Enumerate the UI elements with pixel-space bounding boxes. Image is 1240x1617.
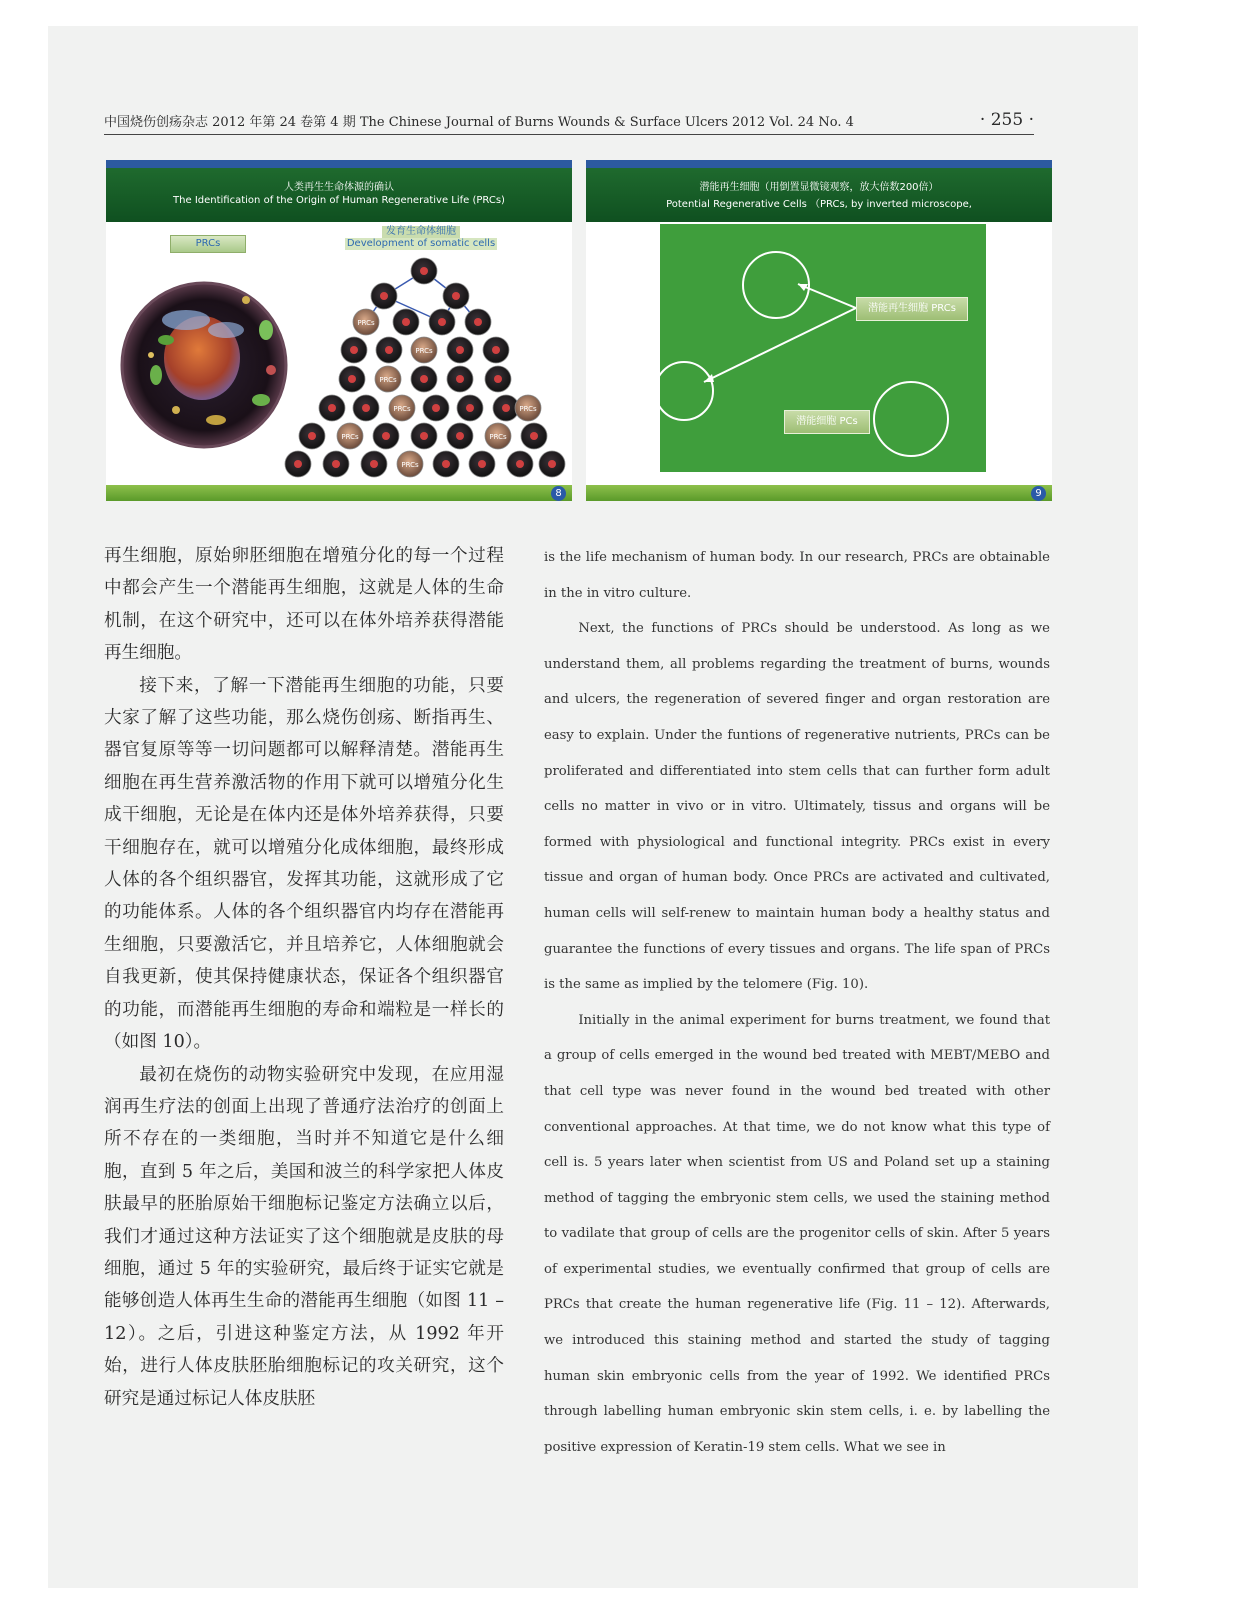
cell-nucleus: [328, 404, 336, 412]
chinese-text-column: [104, 540, 504, 1415]
prc-cell-label: PRCs: [415, 347, 433, 355]
prc-cell-label: PRCs: [519, 405, 537, 413]
microscope-image: [660, 224, 986, 472]
prcs-tag: PRCs: [170, 235, 246, 253]
en-paragraph: is the life mechanism of human body. In our research, PRCs are obtainable in the in vitro culture.: [544, 550, 1050, 601]
english-text-column: [544, 540, 1050, 1465]
slide-title-zh: 人类再生生命体源的确认: [284, 182, 394, 193]
pc-circle: [874, 382, 948, 456]
slide-title-en: The Identification of the Origin of Human Regenerative Life (PRCs): [173, 195, 505, 206]
prc-cell-label: PRCs: [489, 433, 507, 441]
cell-nucleus: [492, 346, 500, 354]
cell-nucleus: [420, 267, 428, 275]
slide-title-zh: 潜能再生细胞（用倒置显微镜观察，放大倍数200倍）: [699, 182, 939, 193]
cell-nucleus: [420, 375, 428, 383]
prc-cell-label: PRCs: [393, 405, 411, 413]
cell-nucleus: [548, 460, 556, 468]
slide-footer-bar: [586, 485, 1052, 501]
cell-diagram: [106, 160, 572, 501]
prc-cell-label: PRCs: [341, 433, 359, 441]
micrograph-annotations: [660, 224, 986, 472]
cell-pyramid: [285, 258, 565, 477]
cell-nucleus: [502, 404, 510, 412]
cell-nucleus: [420, 432, 428, 440]
cell-nucleus: [478, 460, 486, 468]
slide-top-strip: [586, 160, 1052, 168]
cell-nucleus: [370, 460, 378, 468]
cell-nucleus: [452, 292, 460, 300]
development-label-zh: 发育生命体细胞: [382, 226, 460, 238]
pcs-callout: 潜能细胞 PCs: [784, 410, 870, 434]
figure-8-slide: [106, 160, 572, 501]
pointer-arrow: [704, 308, 856, 382]
zh-paragraph: 接下来，了解一下潜能再生细胞的功能，只要大家了解了这些功能，那么烧伤创疡、断指再生、器官复原等等一切问题都可以解释清楚。潜能再生细胞在再生营养激活物的作用下就可以增殖分化生成干细胞，无论是在体内还是体外培养获得，只要干细胞存在，就可以增殖分化成体细胞，最终形成人体的各个组织器官，发挥其功能，这就形成了它的功能体系。人体的各个组织器官内均存在潜能再生细胞，只要激活它，并且培养它，人体细胞就会自我更新，使其保持健康状态，保证各个组织器官的功能，而潜能再生细胞的寿命和端粒是一样长的（如图 10）。: [104, 675, 504, 1053]
cell-nucleus: [432, 404, 440, 412]
cell-nucleus: [380, 292, 388, 300]
cell-nucleus: [438, 318, 446, 326]
page-number: · 255 ·: [979, 110, 1034, 130]
cell-nucleus: [332, 460, 340, 468]
cell-nucleus: [456, 346, 464, 354]
cell-nucleus: [474, 318, 482, 326]
cell-nucleus: [308, 432, 316, 440]
slide-title-en: Potential Regenerative Cells （PRCs, by inverted microscope,: [666, 199, 972, 210]
cell-nucleus: [456, 432, 464, 440]
cell-nucleus: [494, 375, 502, 383]
cell-nucleus: [402, 318, 410, 326]
prc-cell-label: PRCs: [379, 376, 397, 384]
cell-nucleus: [350, 346, 358, 354]
prc-cell-label: PRCs: [357, 319, 375, 327]
zh-paragraph: 最初在烧伤的动物实验研究中发现，在应用湿润再生疗法的创面上出现了普通疗法治疗的创面上所不存在的一类细胞，当时并不知道它是什么细胞，直到 5 年之后，美国和波兰的科学家把人体皮肤最早的胚胎原始干细胞标记鉴定方法确立以后，我们才通过这种方法证实了这个细胞就是皮肤的母细胞，通过 5 年的实验研究，最后终于证实它就是能够创造人体再生生命的潜能再生细胞（如图 11 – 12）。之后，引进这种鉴定方法，从 1992 年开始，进行人体皮肤胚胎细胞标记的攻关研究，这个研究是通过标记人体皮肤胚: [104, 1064, 504, 1409]
cell-nucleus: [385, 346, 393, 354]
slide-number: 8: [551, 486, 566, 501]
large-cell-illustration: [122, 283, 286, 447]
cell-nucleus: [456, 375, 464, 383]
development-label-en: Development of somatic cells: [346, 238, 496, 249]
prcs-callout: 潜能再生细胞 PRCs: [856, 297, 968, 321]
cell-nucleus: [442, 460, 450, 468]
cell-nucleus: [362, 404, 370, 412]
slide-number: 9: [1031, 486, 1046, 501]
zh-paragraph: 再生细胞，原始卵胚细胞在增殖分化的每一个过程中都会产生一个潜能再生细胞，这就是人体的生命机制，在这个研究中，还可以在体外培养获得潜能再生细胞。: [104, 546, 504, 664]
cell-nucleus: [466, 404, 474, 412]
en-paragraph: Next, the functions of PRCs should be understood. As long as we understand them, all problems regarding the treatment of burns, wounds and ulcers, the regeneration of severed finger and organ restoration are easy to explain. Under the funtions of regenerative nutrients, PRCs can be proliferated and differentiated into stem cells that can further form adult cells no matter in vivo or in vitro. Ultimately, tissus and organs will be formed with physiological and functional integrity. PRCs exist in every tissue and organ of human body. Once PRCs are activated and cultivated, human cells will self-renew to maintain human body a healthy status and guarantee the functions of every tissues and organs. The life span of PRCs is the same as implied by the telomere (Fig. 10).: [544, 621, 1050, 993]
figure-9-slide: [586, 160, 1052, 501]
en-paragraph: Initially in the animal experiment for burns treatment, we found that a group of cells emerged in the wound bed treated with MEBT/MEBO and that cell type was never found in the wound bed treated with other conventional approaches. At that time, we do not know what this type of cell is. 5 years later when scientist from US and Poland set up a staining method of tagging the embryonic stem cells, we used the staining method to vadilate that group of cells are the progenitor cells of skin. After 5 years of experimental studies, we eventually confirmed that group of cells are PRCs that create the human regenerative life (Fig. 11 – 12). Afterwards, we introduced this staining method and started the study of tagging human skin embryonic cells from the year of 1992. We identified PRCs through labelling human embryonic skin stem cells, i. e. by labelling the positive expression of Keratin-19 stem cells. What we see in: [544, 1012, 1050, 1455]
prc-cell-label: PRCs: [401, 461, 419, 469]
cell-nucleus: [294, 460, 302, 468]
cell-nucleus: [348, 375, 356, 383]
journal-citation: 中国烧伤创疡杂志 2012 年第 24 卷第 4 期 The Chinese Journal of Burns Wounds & Surface Ulcers 2012 Vol. 24 No. 4: [104, 115, 854, 130]
slide-title-banner: [586, 168, 1052, 222]
cell-nucleus: [530, 432, 538, 440]
slide-footer-bar: [106, 485, 572, 501]
cell-nucleus: [516, 460, 524, 468]
running-header: [104, 110, 1034, 135]
prc-circle: [660, 362, 713, 420]
cell-nucleus: [382, 432, 390, 440]
